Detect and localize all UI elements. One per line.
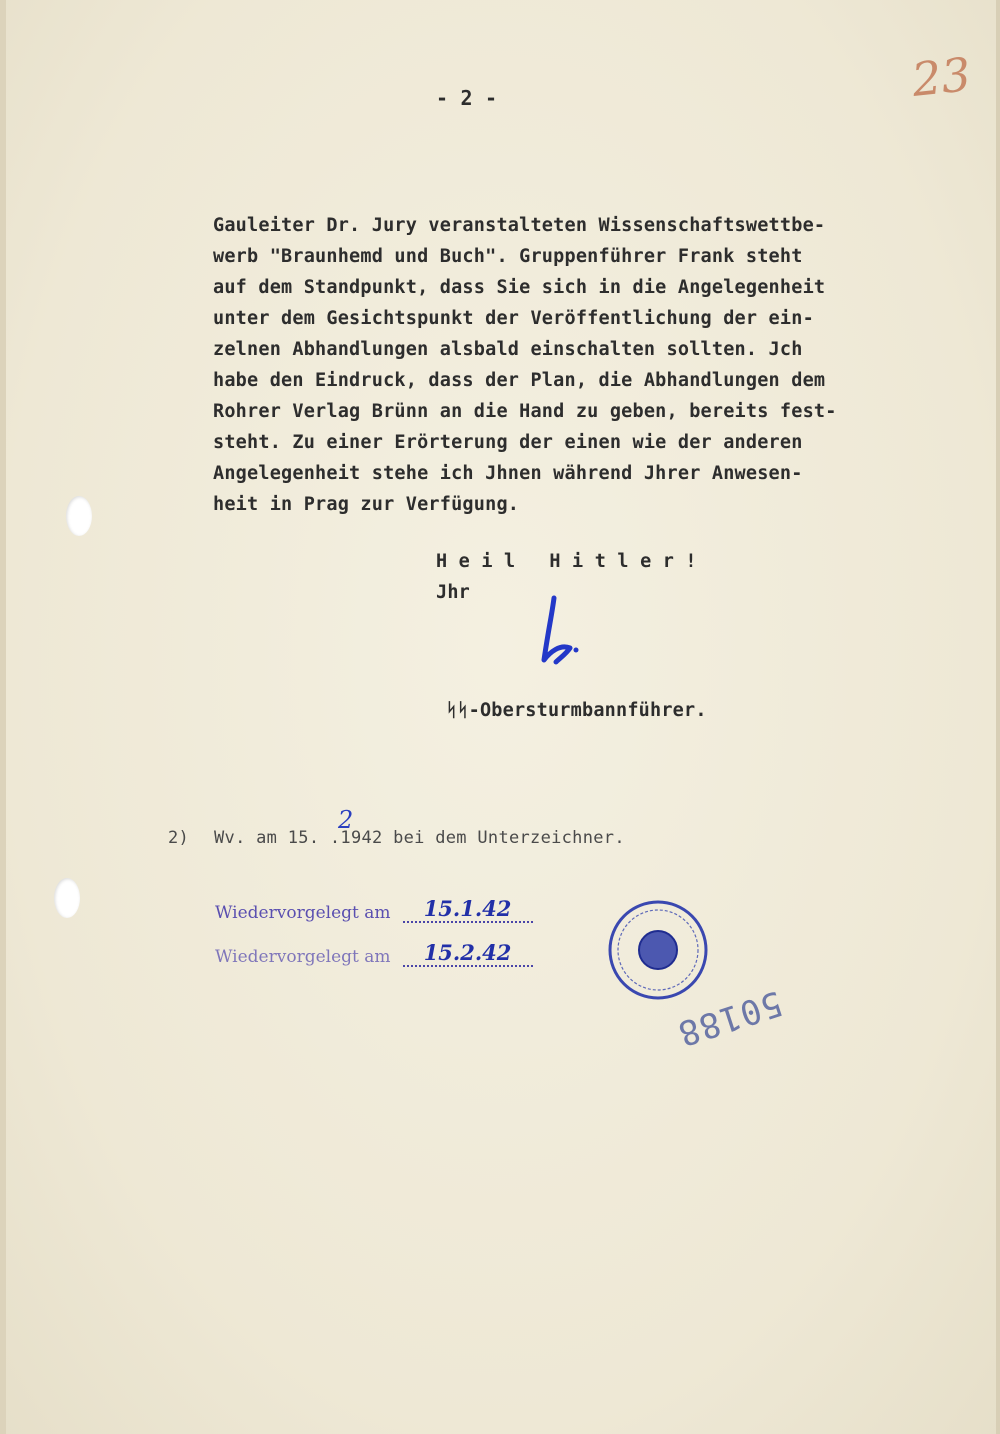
- handwritten-signature: [536, 592, 586, 672]
- body-line: werb "Braunhemd und Buch". Gruppenführer Frank steht: [213, 246, 803, 267]
- body-line: auf dem Standpunkt, dass Sie sich in die Angelegenheit: [213, 277, 826, 298]
- closing-greeting: H e i l H i t l e r !: [436, 551, 697, 572]
- body-line: habe den Eindruck, dass der Plan, die Abhandlungen dem: [213, 370, 826, 391]
- paper-edge-left: [0, 0, 6, 1434]
- round-archive-seal: [606, 898, 710, 1002]
- resubmission-stamp-2: [215, 940, 533, 970]
- body-line: unter dem Gesichtspunkt der Veröffentlichung der ein-: [213, 308, 814, 329]
- punch-hole-bottom: [54, 878, 80, 918]
- body-line: zelnen Abhandlungen alsbald einschalten sollten. Jch: [213, 339, 803, 360]
- note-text: Wv. am 15. .1942 bei dem Unterzeichner.: [214, 828, 625, 848]
- stamp-date: 15.1.42: [403, 896, 533, 923]
- body-line: Gauleiter Dr. Jury veranstalteten Wissenschaftswettbe-: [213, 215, 826, 236]
- stamp-date: 15.2.42: [403, 940, 533, 967]
- body-line: heit in Prag zur Verfügung.: [213, 494, 520, 515]
- handwritten-month-correction: 2: [338, 806, 354, 834]
- closing-valediction: Jhr: [436, 582, 471, 603]
- paper-edge-right: [996, 0, 1000, 1434]
- punch-hole-top: [66, 496, 92, 536]
- registry-number-stamp: 50188: [672, 982, 787, 1054]
- signatory-rank: ᛋᛋ-Obersturmbannführer.: [446, 700, 707, 721]
- body-line: steht. Zu einer Erörterung der einen wie der anderen: [213, 432, 803, 453]
- body-line: Angelegenheit stehe ich Jhnen während Jhrer Anwesen-: [213, 463, 803, 484]
- archive-folio-number: 23: [909, 47, 974, 107]
- page-number: - 2 -: [436, 86, 498, 110]
- body-line: Rohrer Verlag Brünn an die Hand zu geben, bereits fest-: [213, 401, 837, 422]
- note-number: 2): [168, 828, 190, 848]
- letter-body: [213, 210, 903, 520]
- followup-note: [168, 828, 625, 908]
- resubmission-stamp-1: [215, 896, 533, 926]
- stamp-label: Wiedervorgelegt am: [215, 947, 391, 967]
- stamp-label: Wiedervorgelegt am: [215, 903, 391, 923]
